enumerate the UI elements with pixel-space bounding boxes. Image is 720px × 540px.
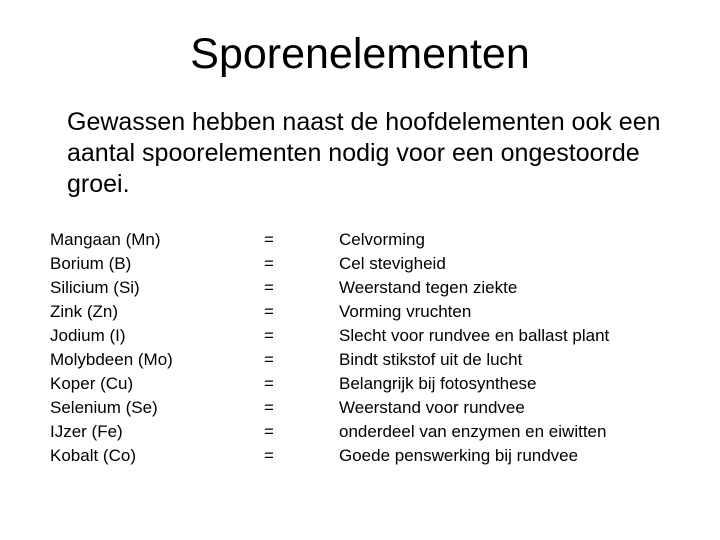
element-name: Borium (B) xyxy=(50,254,132,273)
list-item xyxy=(0,300,720,324)
element-name: Zink (Zn) xyxy=(50,302,118,321)
element-name: Silicium (Si) xyxy=(50,278,140,297)
list-item xyxy=(0,276,720,300)
element-name: Mangaan (Mn) xyxy=(50,230,161,249)
equals-sign: = xyxy=(264,422,274,441)
element-effect: Goede penswerking bij rundvee xyxy=(339,446,579,465)
list-item xyxy=(0,252,720,276)
equals-sign: = xyxy=(264,254,274,273)
element-name: Molybdeen (Mo) xyxy=(50,350,173,369)
list-item xyxy=(0,444,720,468)
element-name: IJzer (Fe) xyxy=(50,422,123,441)
element-effect: Weerstand voor rundvee xyxy=(339,398,525,417)
element-name: Selenium (Se) xyxy=(50,398,158,417)
intro-paragraph: Gewassen hebben naast de hoofdelementen ook een aantal spoorelementen nodig voor een ongestoorde groei. xyxy=(67,108,661,198)
list-item xyxy=(0,372,720,396)
equals-sign: = xyxy=(264,302,274,321)
trace-element-list xyxy=(0,228,720,468)
element-effect: Vorming vruchten xyxy=(339,302,472,321)
equals-sign: = xyxy=(264,326,274,345)
equals-sign: = xyxy=(264,398,274,417)
list-item xyxy=(0,396,720,420)
element-effect: Bindt stikstof uit de lucht xyxy=(339,350,523,369)
list-item xyxy=(0,228,720,252)
equals-sign: = xyxy=(264,350,274,369)
list-item xyxy=(0,420,720,444)
equals-sign: = xyxy=(264,278,274,297)
equals-sign: = xyxy=(264,374,274,393)
slide-title: Sporenelementen xyxy=(190,30,530,78)
equals-sign: = xyxy=(264,230,274,249)
element-name: Jodium (I) xyxy=(50,326,126,345)
element-effect: Belangrijk bij fotosynthese xyxy=(339,374,537,393)
element-effect: Cel stevigheid xyxy=(339,254,446,273)
list-item xyxy=(0,348,720,372)
element-effect: Weerstand tegen ziekte xyxy=(339,278,518,297)
equals-sign: = xyxy=(264,446,274,465)
element-effect: onderdeel van enzymen en eiwitten xyxy=(339,422,607,441)
element-effect: Celvorming xyxy=(339,230,425,249)
list-item xyxy=(0,324,720,348)
element-effect: Slecht voor rundvee en ballast plant xyxy=(339,326,610,345)
element-name: Kobalt (Co) xyxy=(50,446,136,465)
element-name: Koper (Cu) xyxy=(50,374,134,393)
